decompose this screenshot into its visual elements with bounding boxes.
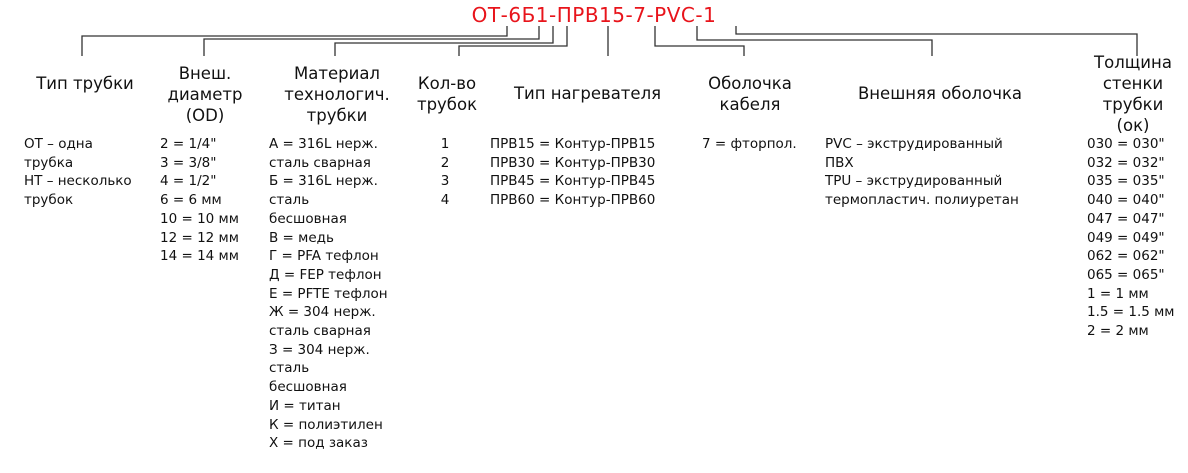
value-item: 3 (440, 173, 450, 190)
value-item: сталь сварная (269, 323, 371, 340)
connector-wall (736, 26, 1137, 56)
value-item: К = полиэтилен (269, 416, 383, 433)
column-heater-type (490, 135, 655, 210)
column-material (269, 135, 388, 453)
value-item: сталь (269, 192, 310, 209)
value-item: Г = PFA тефлон (269, 248, 379, 265)
value-item: Е = PFTE тефлон (269, 285, 388, 302)
value-item: Б = 316L нерж. (269, 173, 378, 190)
value-item: ПРВ45 = Контур-ПРВ45 (490, 173, 656, 190)
value-item: 030 = 030" (1087, 136, 1165, 152)
value-item: НТ – несколько (24, 173, 132, 190)
value-item: трубок (24, 192, 74, 209)
value-item: бесшовная (269, 379, 347, 396)
value-item: 1 = 1 мм (1087, 285, 1149, 302)
value-item: 4 = 1/2" (160, 173, 217, 190)
header-outer-sheath: Внешняя оболочка (857, 84, 1023, 103)
value-item: 040 = 040" (1087, 192, 1165, 209)
column-tube-type (24, 135, 132, 210)
header-cable-sheath: Оболочка кабеля (708, 74, 792, 114)
header-tube-count: Кол-во трубок (416, 74, 478, 114)
value-item: бесшовная (269, 210, 347, 227)
column-tube-count (430, 135, 460, 210)
value-item: сталь (269, 360, 310, 377)
value-item: 12 = 12 мм (160, 229, 239, 246)
value-item: 1.5 = 1.5 мм (1087, 304, 1175, 321)
header-heater-type: Тип нагревателя (513, 84, 662, 103)
value-item: А = 316L нерж. (269, 136, 378, 152)
value-item: PVC – экструдированный (825, 136, 1003, 152)
value-item: ПРВ30 = Контур-ПРВ30 (490, 154, 656, 171)
value-item: TPU – экструдированный (825, 173, 1003, 190)
value-item: 062 = 062" (1087, 248, 1165, 265)
connector-diameter (204, 26, 539, 56)
value-item: 065 = 065" (1087, 266, 1165, 283)
value-item: 10 = 10 мм (160, 210, 239, 227)
value-item: Х = под заказ (269, 435, 368, 452)
header-material: Материал технологич. трубки (284, 64, 390, 125)
column-outer-diameter (160, 135, 239, 266)
value-item: З = 304 нерж. (269, 341, 370, 358)
connector-type (82, 26, 507, 56)
header-wall-thickness: Толщина стенки трубки (ок) (1094, 53, 1172, 135)
connector-sheath (655, 26, 744, 56)
value-item: 7 = фторпол. (702, 136, 797, 152)
connector-outer (697, 26, 932, 56)
connector-count (459, 26, 567, 56)
value-item: ПРВ15 = Контур-ПРВ15 (490, 136, 656, 152)
value-item: 032 = 032" (1087, 154, 1165, 171)
column-outer-sheath (825, 135, 1019, 210)
connector-material (335, 26, 553, 56)
column-cable-sheath (702, 135, 797, 154)
value-item: Ж = 304 нерж. (269, 304, 376, 321)
value-item: И = титан (269, 397, 341, 414)
value-item: ПВХ (825, 154, 854, 171)
value-item: ПРВ60 = Контур-ПРВ60 (490, 192, 656, 209)
value-item: 4 (440, 192, 450, 209)
part-number-code: ОТ-6Б1-ПРВ15-7-PVC-1 (471, 3, 717, 27)
value-item: термопластич. полиуретан (825, 192, 1019, 209)
value-item: Д = FEP тефлон (269, 266, 382, 283)
value-item: 1 (440, 136, 450, 152)
value-item: 2 (440, 154, 450, 171)
value-item: 2 = 2 мм (1087, 323, 1149, 340)
value-item: трубка (24, 154, 74, 171)
value-item: 035 = 035" (1087, 173, 1165, 190)
value-item: В = медь (269, 229, 334, 246)
column-wall-thickness (1087, 135, 1175, 341)
value-item: 6 = 6 мм (160, 192, 222, 209)
value-item: 049 = 049" (1087, 229, 1165, 246)
header-outer-diameter: Внеш. диаметр (OD) (167, 64, 243, 125)
value-item: сталь сварная (269, 154, 371, 171)
value-item: 3 = 3/8" (160, 154, 217, 171)
value-item: 047 = 047" (1087, 210, 1165, 227)
value-item: 14 = 14 мм (160, 248, 239, 265)
value-item: ОТ – одна (24, 136, 93, 152)
value-item: 2 = 1/4" (160, 136, 217, 152)
header-tube-type: Тип трубки (36, 74, 134, 93)
